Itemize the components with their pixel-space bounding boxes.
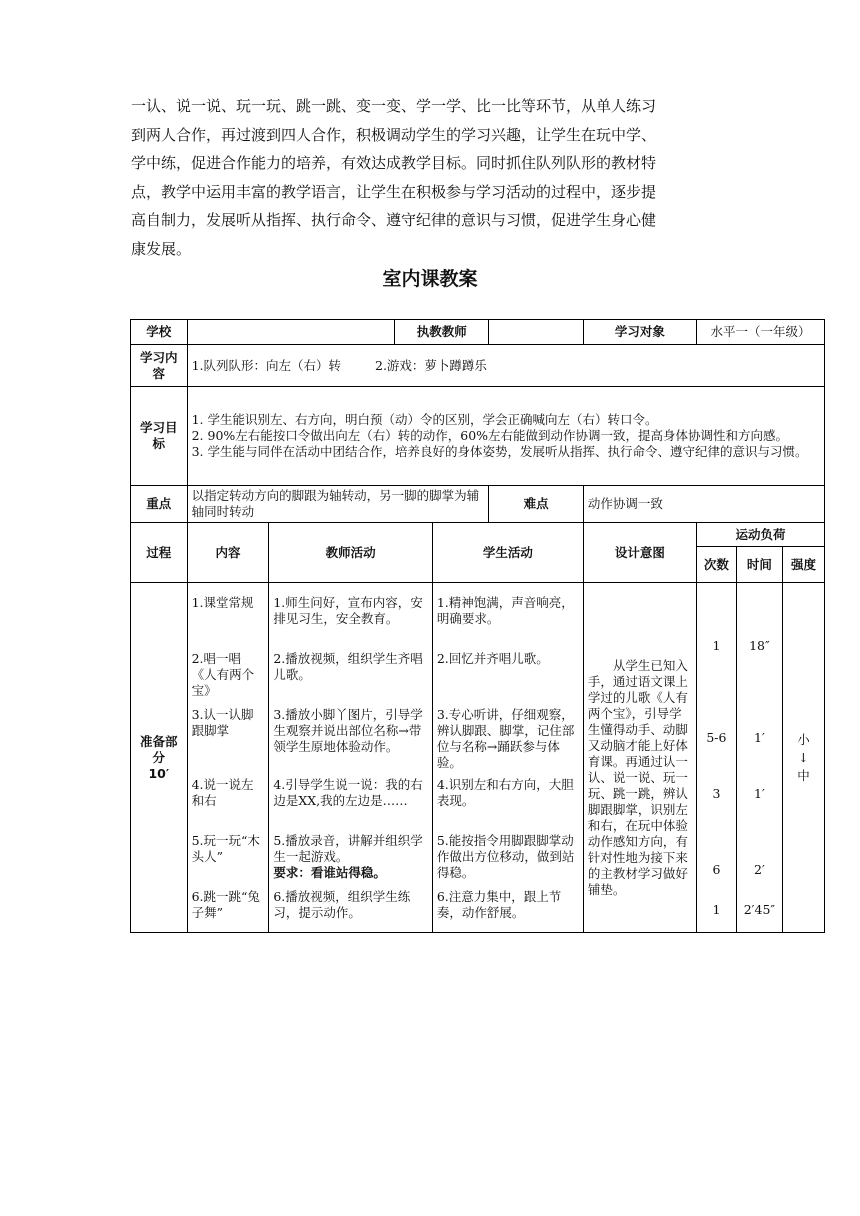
teacher-activity: 4.引导学生说一说：我的右边是XX,我的左边是……	[273, 776, 423, 808]
duration-value: 2′	[754, 861, 765, 877]
teacher-requirement: 要求：看谁站得稳。	[273, 864, 386, 880]
content-column	[187, 583, 269, 933]
difficulty-value: 动作协调一致	[583, 486, 824, 523]
duration-value: 2′45″	[743, 901, 776, 917]
table-row	[131, 345, 825, 387]
intro-line: 高自制力，发展听从指挥、执行命令、遵守纪律的意识与习惯，促进学生身心健	[131, 211, 657, 229]
target-value: 水平一（一年级）	[697, 320, 825, 345]
times-value: 1	[712, 901, 721, 917]
page-title: 室内课教案	[382, 268, 478, 290]
times-value: 6	[712, 861, 721, 877]
times-value: 3	[712, 785, 721, 801]
section-label	[131, 583, 188, 933]
content-item: 1.课堂常规	[191, 594, 254, 610]
header-duration: 时间	[736, 547, 782, 583]
times-column	[697, 583, 737, 933]
goal-item: 3. 学生能与同伴在活动中团结合作，培养良好的身体姿势，发展听从指挥、执行命令、遵守纪律的意识与习惯。	[191, 444, 808, 459]
header-content: 内容	[187, 523, 269, 583]
table-row	[131, 486, 825, 523]
design-intent	[583, 583, 696, 933]
student-activity: 3.专心听讲，仔细观察，辨认脚跟、脚掌，记住部位与名称→踊跃参与体验。	[436, 706, 575, 770]
goal-item: 2. 90%左右能按口令做出向左（右）转的动作，60%左右能做到动作协调一致，提高身体协调性和方向感。	[191, 428, 789, 443]
teacher-label: 执教教师	[395, 320, 489, 345]
intro-line: 学中练，促进合作能力的培养，有效达成教学目标。同时抓住队列队形的教材特	[131, 154, 657, 172]
school-value	[187, 320, 395, 345]
content-label: 学习内容	[131, 345, 188, 387]
section-name: 准备部分	[140, 733, 178, 765]
difficulty-label: 难点	[489, 486, 583, 523]
key-label: 重点	[131, 486, 188, 523]
student-activity-column	[432, 583, 583, 933]
teacher-activity: 2.播放视频，组织学生齐唱儿歌。	[273, 650, 423, 682]
header-load: 运动负荷	[697, 523, 825, 547]
times-value: 5-6	[706, 729, 727, 745]
section-time: 10′	[148, 765, 170, 781]
content-value	[187, 345, 824, 387]
teacher-value	[489, 320, 583, 345]
content-item: 4.说一说左和右	[191, 776, 254, 808]
content-item: 1.队列队形：向左（右）转	[191, 357, 342, 373]
school-label: 学校	[131, 320, 188, 345]
content-item: 3.认一认脚跟脚掌	[191, 706, 254, 738]
table-row	[131, 387, 825, 486]
duration-value: 1′	[754, 785, 765, 801]
header-student: 学生活动	[432, 523, 583, 583]
intensity-text: 小↓中	[797, 731, 810, 783]
header-times: 次数	[697, 547, 737, 583]
header-intensity: 强度	[782, 547, 824, 583]
key-value: 以指定转动方向的脚跟为轴转动，另一脚的脚掌为辅轴同时转动	[187, 486, 489, 523]
table-header-row	[131, 523, 825, 547]
duration-column	[736, 583, 782, 933]
target-label: 学习对象	[583, 320, 696, 345]
header-process: 过程	[131, 523, 188, 583]
student-activity: 4.识别左和右方向，大胆表现。	[436, 776, 574, 808]
teacher-activity-column	[269, 583, 433, 933]
student-activity: 1.精神饱满，声音响亮，明确要求。	[436, 594, 574, 626]
header-design: 设计意图	[583, 523, 696, 583]
student-activity: 2.回忆并齐唱儿歌。	[436, 650, 549, 666]
teacher-activity: 5.播放录音，讲解并组织学生一起游戏。	[273, 832, 423, 864]
table-row	[131, 320, 825, 345]
header-teacher: 教师活动	[269, 523, 433, 583]
intro-line: 一认、说一说、玩一玩、跳一跳、变一变、学一学、比一比等环节，从单人练习	[131, 97, 657, 115]
goals-value	[187, 387, 824, 486]
design-intent-text: 从学生已知入手，通过语文课上学过的儿歌《人有两个宝》，引导学生懂得动手、动脚又动脑才能上好体育课。再通过认一认、说一说、玩一玩、跳一跳，辨认脚跟脚掌，识别左和右，在玩中体验动作感知方向，有针对性地为接下来的主教材学习做好铺垫。	[587, 657, 688, 897]
goals-label: 学习目标	[131, 387, 188, 486]
intensity-value	[782, 583, 824, 933]
content-item: 2.唱一唱《人有两个宝》	[191, 650, 255, 698]
times-value: 1	[712, 637, 721, 653]
intro-line: 点，教学中运用丰富的教学语言，让学生在积极参与学习活动的过程中，逐步提	[131, 182, 657, 201]
goal-item: 1. 学生能识别左、右方向，明白预（动）令的区别，学会正确喊向左（右）转口令。	[191, 412, 658, 427]
intro-paragraph	[131, 92, 731, 263]
teacher-activity: 6.播放视频，组织学生练习，提示动作。	[273, 888, 411, 920]
teacher-activity: 1.师生问好，宣布内容，安排见习生，安全教育。	[273, 594, 423, 626]
intro-line: 康发展。	[131, 239, 192, 258]
content-item: 2.游戏：萝卜蹲蹲乐	[375, 357, 487, 373]
duration-value: 18″	[749, 637, 770, 653]
student-activity: 5.能按指令用脚跟脚掌动作做出方位移动，做到站得稳。	[436, 832, 575, 880]
content-item: 5.玩一玩“木头人”	[191, 832, 260, 864]
table-row	[131, 583, 825, 933]
duration-value: 1′	[754, 729, 765, 745]
content-item: 6.跳一跳“兔子舞”	[191, 888, 260, 920]
lesson-plan-table	[130, 319, 825, 933]
intro-line: 到两人合作，再过渡到四人合作，积极调动学生的学习兴趣，让学生在玩中学、	[131, 125, 657, 144]
student-activity: 6.注意力集中，跟上节奏，动作舒展。	[436, 888, 562, 920]
teacher-activity: 3.播放小脚丫图片，引导学生观察并说出部位名称→带领学生原地体验动作。	[273, 706, 423, 754]
